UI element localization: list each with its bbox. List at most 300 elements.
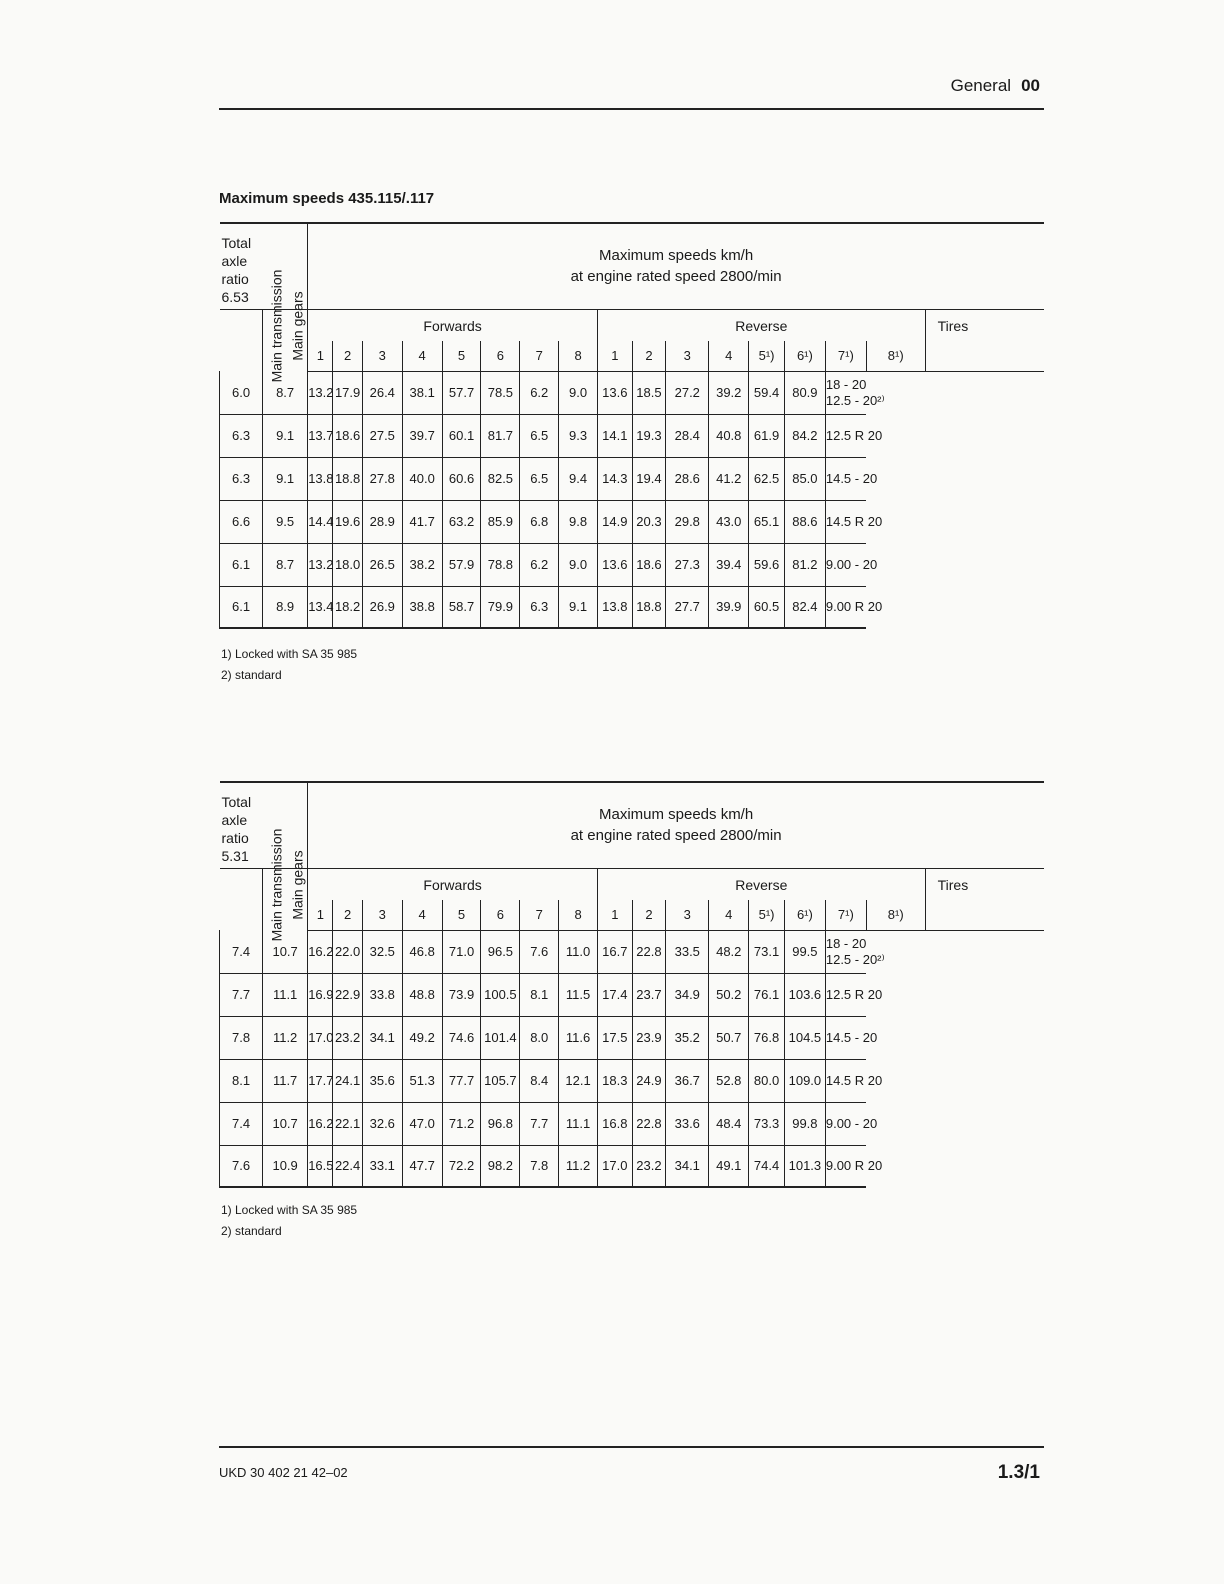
forward-speed-cell: 6.1: [220, 543, 263, 586]
forward-gear-header: 3: [362, 341, 402, 371]
table-row: [220, 973, 1045, 1016]
forward-speed-cell: 16.5: [308, 1145, 333, 1187]
table-row: [220, 414, 1045, 457]
table-row: [220, 930, 1045, 973]
reverse-speed-cell: 9.3: [559, 414, 598, 457]
header-rule: [219, 108, 1044, 110]
forward-speed-cell: 39.7: [402, 414, 442, 457]
forward-speed-cell: 13.2: [308, 543, 333, 586]
reverse-gear-header: 5¹): [749, 900, 785, 930]
forward-speed-cell: 96.8: [481, 1102, 520, 1145]
forward-speed-cell: 26.5: [362, 543, 402, 586]
reverse-speed-cell: 14.1: [598, 414, 633, 457]
forward-speed-cell: 41.7: [402, 500, 442, 543]
reverse-speed-cell: 80.0: [749, 1059, 785, 1102]
tire-size: 12.5 R 20: [825, 427, 883, 443]
forward-gear-header: 1: [308, 341, 333, 371]
tire-cell: [825, 973, 883, 1016]
forward-gear-header: 6: [481, 341, 520, 371]
reverse-speed-cell: 6.3: [520, 586, 559, 628]
forward-speed-cell: 18.6: [333, 414, 362, 457]
main-gears-label-cell: [263, 290, 308, 371]
reverse-speed-cell: 48.2: [709, 930, 749, 973]
reverse-gear-header: 7¹): [825, 341, 866, 371]
reverse-speed-cell: 19.3: [632, 414, 666, 457]
forward-speed-cell: 78.8: [481, 543, 520, 586]
forward-speed-cell: 101.4: [481, 1016, 520, 1059]
forward-speed-cell: 81.7: [481, 414, 520, 457]
reverse-speed-cell: 6.5: [520, 414, 559, 457]
main-transmission-label: Main transmission: [267, 269, 284, 382]
forward-speed-cell: 13.4: [308, 586, 333, 628]
reverse-speed-cell: 13.6: [598, 371, 633, 414]
reverse-gear-header: 8¹): [866, 341, 925, 371]
forward-speed-cell: 22.9: [333, 973, 362, 1016]
forward-speed-cell: 26.9: [362, 586, 402, 628]
reverse-speed-cell: 9.1: [559, 586, 598, 628]
reverse-speed-cell: 48.4: [709, 1102, 749, 1145]
forward-speed-cell: 10.9: [263, 1145, 308, 1187]
forward-speed-cell: 6.1: [220, 586, 263, 628]
reverse-speed-cell: 39.4: [709, 543, 749, 586]
forward-speed-cell: 73.9: [442, 973, 481, 1016]
forward-speed-cell: 6.3: [220, 414, 263, 457]
forward-gear-header: 5: [442, 341, 481, 371]
total-axle-ratio-value: 5.31: [221, 848, 249, 864]
reverse-gear-header: 4: [709, 341, 749, 371]
forward-speed-cell: 79.9: [481, 586, 520, 628]
total-axle-ratio-value: 6.53: [221, 289, 249, 305]
forward-speed-cell: 6.0: [220, 371, 263, 414]
max-speeds-heading-line2: at engine rated speed 2800/min: [570, 268, 782, 286]
page-title: Maximum speeds 435.115/.117: [219, 190, 435, 207]
reverse-speed-cell: 20.3: [632, 500, 666, 543]
forward-speed-cell: 14.4: [308, 500, 333, 543]
reverse-speed-cell: 28.6: [666, 457, 709, 500]
forward-speed-cell: 46.8: [402, 930, 442, 973]
reverse-speed-cell: 85.0: [784, 457, 825, 500]
reverse-speed-cell: 88.6: [784, 500, 825, 543]
reverse-speed-cell: 52.8: [709, 1059, 749, 1102]
forward-speed-cell: 63.2: [442, 500, 481, 543]
max-speeds-heading-line1: Maximum speeds km/h: [598, 247, 754, 265]
table-row: [220, 457, 1045, 500]
tire-size: 9.00 R 20: [825, 1157, 883, 1173]
forward-speed-cell: 17.9: [333, 371, 362, 414]
tire-cell: [825, 1059, 883, 1102]
forward-speed-cell: 27.5: [362, 414, 402, 457]
reverse-speed-cell: 39.9: [709, 586, 749, 628]
forward-speed-cell: 16.2: [308, 930, 333, 973]
forwards-heading: Forwards: [308, 309, 598, 341]
forward-speed-cell: 18.2: [333, 586, 362, 628]
forward-speed-cell: 8.7: [263, 543, 308, 586]
forward-speed-cell: 71.0: [442, 930, 481, 973]
forward-speed-cell: 57.7: [442, 371, 481, 414]
forward-speed-cell: 40.0: [402, 457, 442, 500]
reverse-speed-cell: 27.2: [666, 371, 709, 414]
footnote: 2) standard: [221, 668, 282, 682]
reverse-speed-cell: 11.6: [559, 1016, 598, 1059]
reverse-speed-cell: 61.9: [749, 414, 785, 457]
reverse-speed-cell: 104.5: [784, 1016, 825, 1059]
reverse-heading: Reverse: [598, 309, 926, 341]
forward-speed-cell: 47.0: [402, 1102, 442, 1145]
reverse-speed-cell: 33.5: [666, 930, 709, 973]
section-title: General: [950, 76, 1012, 95]
table-row: [220, 500, 1045, 543]
tire-size: 14.5 R 20: [825, 1072, 883, 1088]
reverse-speed-cell: 6.8: [520, 500, 559, 543]
reverse-speed-cell: 18.5: [632, 371, 666, 414]
reverse-speed-cell: 11.5: [559, 973, 598, 1016]
forward-gear-header: 3: [362, 900, 402, 930]
reverse-speed-cell: 18.6: [632, 543, 666, 586]
forward-speed-cell: 6.3: [220, 457, 263, 500]
reverse-speed-cell: 6.5: [520, 457, 559, 500]
reverse-speed-cell: 59.6: [749, 543, 785, 586]
tire-size: 9.00 R 20: [825, 598, 883, 614]
forward-speed-cell: 82.5: [481, 457, 520, 500]
forward-gear-header: 1: [308, 900, 333, 930]
reverse-speed-cell: 39.2: [709, 371, 749, 414]
footnote: 1) Locked with SA 35 985: [221, 647, 358, 661]
tire-size: 12.5 R 20: [825, 986, 883, 1002]
forward-speed-cell: 7.6: [220, 1145, 263, 1187]
tire-cell: [825, 1145, 883, 1187]
forward-speed-cell: 28.9: [362, 500, 402, 543]
forward-speed-cell: 8.9: [263, 586, 308, 628]
forward-gear-header: 8: [559, 900, 598, 930]
reverse-speed-cell: 27.3: [666, 543, 709, 586]
total-axle-ratio-label: Total axle ratio: [221, 794, 252, 846]
forward-speed-cell: 33.8: [362, 973, 402, 1016]
forward-speed-cell: 8.7: [263, 371, 308, 414]
reverse-speed-cell: 65.1: [749, 500, 785, 543]
forward-speed-cell: 10.7: [263, 930, 308, 973]
forward-speed-cell: 57.9: [442, 543, 481, 586]
reverse-speed-cell: 103.6: [784, 973, 825, 1016]
reverse-speed-cell: 50.7: [709, 1016, 749, 1059]
reverse-speed-cell: 13.6: [598, 543, 633, 586]
reverse-speed-cell: 101.3: [784, 1145, 825, 1187]
forward-gear-header: 8: [559, 341, 598, 371]
reverse-speed-cell: 27.7: [666, 586, 709, 628]
reverse-speed-cell: 17.0: [598, 1145, 633, 1187]
forward-speed-cell: 49.2: [402, 1016, 442, 1059]
forward-speed-cell: 13.7: [308, 414, 333, 457]
forward-speed-cell: 26.4: [362, 371, 402, 414]
forward-gear-header: 6: [481, 900, 520, 930]
forward-speed-cell: 60.1: [442, 414, 481, 457]
table-row: [220, 1016, 1045, 1059]
forward-speed-cell: 48.8: [402, 973, 442, 1016]
reverse-speed-cell: 41.2: [709, 457, 749, 500]
tire-cell: [825, 371, 885, 414]
main-gears-label-cell: [263, 849, 308, 930]
forward-gear-header: 7: [520, 900, 559, 930]
reverse-gear-header: 1: [598, 341, 633, 371]
tire-size: 18 - 20: [825, 935, 867, 951]
table-row: [220, 1102, 1045, 1145]
forward-speed-cell: 7.4: [220, 930, 263, 973]
forward-speed-cell: 18.0: [333, 543, 362, 586]
max-speeds-heading-line1: Maximum speeds km/h: [598, 806, 754, 824]
reverse-speed-cell: 80.9: [784, 371, 825, 414]
forward-speed-cell: 72.2: [442, 1145, 481, 1187]
forward-speed-cell: 16.2: [308, 1102, 333, 1145]
footnotes-2: [221, 1200, 357, 1242]
forward-speed-cell: 100.5: [481, 973, 520, 1016]
forward-speed-cell: 47.7: [402, 1145, 442, 1187]
reverse-speed-cell: 14.3: [598, 457, 633, 500]
table-row: [220, 1145, 1045, 1187]
reverse-speed-cell: 17.5: [598, 1016, 633, 1059]
reverse-speed-cell: 62.5: [749, 457, 785, 500]
reverse-speed-cell: 74.4: [749, 1145, 785, 1187]
footnote: 1) Locked with SA 35 985: [221, 1203, 358, 1217]
forward-speed-cell: 32.6: [362, 1102, 402, 1145]
max-speeds-heading: [308, 223, 1044, 309]
total-axle-ratio-label: Total axle ratio: [221, 235, 252, 287]
reverse-speed-cell: 82.4: [784, 586, 825, 628]
forward-speed-cell: 16.9: [308, 973, 333, 1016]
forward-speed-cell: 22.4: [333, 1145, 362, 1187]
tire-cell: [825, 930, 885, 973]
reverse-speed-cell: 35.2: [666, 1016, 709, 1059]
reverse-speed-cell: 18.8: [632, 586, 666, 628]
forward-speed-cell: 85.9: [481, 500, 520, 543]
reverse-speed-cell: 23.2: [632, 1145, 666, 1187]
tire-cell: [825, 414, 883, 457]
forward-speed-cell: 9.1: [263, 414, 308, 457]
reverse-speed-cell: 7.8: [520, 1145, 559, 1187]
reverse-speed-cell: 16.7: [598, 930, 633, 973]
reverse-gear-header: 3: [666, 900, 709, 930]
reverse-speed-cell: 16.8: [598, 1102, 633, 1145]
reverse-speed-cell: 49.1: [709, 1145, 749, 1187]
speed-table-2: [219, 781, 1044, 1188]
reverse-speed-cell: 6.2: [520, 543, 559, 586]
speed-table-1: [219, 222, 1044, 629]
forward-speed-cell: 34.1: [362, 1016, 402, 1059]
forward-speed-cell: 27.8: [362, 457, 402, 500]
reverse-speed-cell: 43.0: [709, 500, 749, 543]
forward-speed-cell: 74.6: [442, 1016, 481, 1059]
reverse-speed-cell: 34.1: [666, 1145, 709, 1187]
reverse-speed-cell: 24.9: [632, 1059, 666, 1102]
section-header: [905, 76, 1040, 96]
reverse-speed-cell: 9.0: [559, 543, 598, 586]
footnote: 2) standard: [221, 1224, 282, 1238]
reverse-speed-cell: 9.4: [559, 457, 598, 500]
footer-rule: [219, 1446, 1044, 1448]
forward-speed-cell: 33.1: [362, 1145, 402, 1187]
forward-speed-cell: 51.3: [402, 1059, 442, 1102]
reverse-gear-header: 3: [666, 341, 709, 371]
forward-speed-cell: 9.1: [263, 457, 308, 500]
reverse-speed-cell: 9.0: [559, 371, 598, 414]
reverse-speed-cell: 76.8: [749, 1016, 785, 1059]
reverse-gear-header: 2: [632, 900, 666, 930]
tire-size-secondary: 12.5 - 20²⁾: [825, 392, 885, 408]
tire-cell: [825, 1016, 878, 1059]
forward-speed-cell: 11.7: [263, 1059, 308, 1102]
forward-speed-cell: 9.5: [263, 500, 308, 543]
forward-gear-header: 5: [442, 900, 481, 930]
tire-size: 18 - 20: [825, 376, 867, 392]
forward-speed-cell: 105.7: [481, 1059, 520, 1102]
table-row: [220, 1059, 1045, 1102]
tire-size: 14.5 R 20: [825, 513, 883, 529]
forward-gear-header: 2: [333, 341, 362, 371]
forward-speed-cell: 32.5: [362, 930, 402, 973]
forward-speed-cell: 11.2: [263, 1016, 308, 1059]
forward-speed-cell: 38.2: [402, 543, 442, 586]
main-transmission-label: Main transmission: [267, 828, 284, 941]
forward-speed-cell: 17.0: [308, 1016, 333, 1059]
tires-heading: Tires: [925, 309, 1044, 371]
tire-cell: [825, 457, 878, 500]
main-gears-label: Main gears: [289, 849, 306, 920]
reverse-speed-cell: 28.4: [666, 414, 709, 457]
reverse-speed-cell: 22.8: [632, 930, 666, 973]
reverse-gear-header: 2: [632, 341, 666, 371]
reverse-speed-cell: 34.9: [666, 973, 709, 1016]
reverse-speed-cell: 73.1: [749, 930, 785, 973]
table-row: [220, 586, 1045, 628]
reverse-speed-cell: 13.8: [598, 586, 633, 628]
forward-speed-cell: 60.6: [442, 457, 481, 500]
forward-speed-cell: 71.2: [442, 1102, 481, 1145]
tires-heading: Tires: [925, 868, 1044, 930]
reverse-speed-cell: 50.2: [709, 973, 749, 1016]
reverse-speed-cell: 81.2: [784, 543, 825, 586]
table-row: [220, 371, 1045, 414]
reverse-speed-cell: 99.8: [784, 1102, 825, 1145]
reverse-gear-header: 4: [709, 900, 749, 930]
reverse-speed-cell: 23.9: [632, 1016, 666, 1059]
forward-speed-cell: 23.2: [333, 1016, 362, 1059]
reverse-speed-cell: 109.0: [784, 1059, 825, 1102]
reverse-speed-cell: 7.7: [520, 1102, 559, 1145]
tire-cell: [825, 543, 878, 586]
forward-speed-cell: 22.0: [333, 930, 362, 973]
tire-size-secondary: 12.5 - 20²⁾: [825, 951, 885, 967]
tire-size: 14.5 - 20: [825, 1029, 878, 1045]
forward-speed-cell: 58.7: [442, 586, 481, 628]
reverse-speed-cell: 19.4: [632, 457, 666, 500]
tire-size: 14.5 - 20: [825, 470, 878, 486]
reverse-speed-cell: 12.1: [559, 1059, 598, 1102]
reverse-speed-cell: 11.2: [559, 1145, 598, 1187]
forward-gear-header: 4: [402, 341, 442, 371]
forward-speed-cell: 96.5: [481, 930, 520, 973]
reverse-speed-cell: 33.6: [666, 1102, 709, 1145]
reverse-gear-header: 5¹): [749, 341, 785, 371]
forward-speed-cell: 7.8: [220, 1016, 263, 1059]
reverse-speed-cell: 76.1: [749, 973, 785, 1016]
forward-speed-cell: 11.1: [263, 973, 308, 1016]
reverse-speed-cell: 84.2: [784, 414, 825, 457]
tire-cell: [825, 1102, 878, 1145]
reverse-speed-cell: 73.3: [749, 1102, 785, 1145]
forward-speed-cell: 38.8: [402, 586, 442, 628]
reverse-speed-cell: 9.8: [559, 500, 598, 543]
reverse-speed-cell: 60.5: [749, 586, 785, 628]
reverse-speed-cell: 22.8: [632, 1102, 666, 1145]
forward-speed-cell: 10.7: [263, 1102, 308, 1145]
reverse-speed-cell: 29.8: [666, 500, 709, 543]
reverse-gear-header: 8¹): [866, 900, 925, 930]
reverse-speed-cell: 23.7: [632, 973, 666, 1016]
forward-speed-cell: 7.7: [220, 973, 263, 1016]
forward-speed-cell: 77.7: [442, 1059, 481, 1102]
reverse-speed-cell: 40.8: [709, 414, 749, 457]
tire-size: 9.00 - 20: [825, 556, 878, 572]
footnotes-1: [221, 644, 357, 686]
forward-gear-header: 2: [333, 900, 362, 930]
document-id: UKD 30 402 21 42–02: [219, 1465, 348, 1480]
reverse-speed-cell: 8.4: [520, 1059, 559, 1102]
reverse-speed-cell: 11.1: [559, 1102, 598, 1145]
max-speeds-heading: [308, 782, 1044, 868]
reverse-speed-cell: 17.4: [598, 973, 633, 1016]
forward-speed-cell: 7.4: [220, 1102, 263, 1145]
reverse-heading: Reverse: [598, 868, 926, 900]
reverse-speed-cell: 8.0: [520, 1016, 559, 1059]
main-gears-label: Main gears: [289, 290, 306, 361]
reverse-gear-header: 6¹): [784, 900, 825, 930]
forward-speed-cell: 8.1: [220, 1059, 263, 1102]
forward-speed-cell: 24.1: [333, 1059, 362, 1102]
reverse-speed-cell: 6.2: [520, 371, 559, 414]
forward-speed-cell: 13.8: [308, 457, 333, 500]
tire-cell: [825, 500, 883, 543]
reverse-speed-cell: 59.4: [749, 371, 785, 414]
reverse-speed-cell: 7.6: [520, 930, 559, 973]
reverse-gear-header: 7¹): [825, 900, 866, 930]
forward-speed-cell: 13.2: [308, 371, 333, 414]
forward-gear-header: 4: [402, 900, 442, 930]
max-speeds-heading-line2: at engine rated speed 2800/min: [570, 827, 782, 845]
reverse-gear-header: 6¹): [784, 341, 825, 371]
forward-speed-cell: 78.5: [481, 371, 520, 414]
forward-speed-cell: 17.7: [308, 1059, 333, 1102]
reverse-speed-cell: 8.1: [520, 973, 559, 1016]
table-row: [220, 543, 1045, 586]
section-number: 00: [1021, 76, 1040, 95]
forward-speed-cell: 22.1: [333, 1102, 362, 1145]
forward-gear-header: 7: [520, 341, 559, 371]
forward-speed-cell: 18.8: [333, 457, 362, 500]
reverse-speed-cell: 99.5: [784, 930, 825, 973]
reverse-speed-cell: 14.9: [598, 500, 633, 543]
forwards-heading: Forwards: [308, 868, 598, 900]
reverse-speed-cell: 18.3: [598, 1059, 633, 1102]
tire-cell: [825, 586, 883, 628]
reverse-gear-header: 1: [598, 900, 633, 930]
reverse-speed-cell: 11.0: [559, 930, 598, 973]
forward-speed-cell: 19.6: [333, 500, 362, 543]
tire-size: 9.00 - 20: [825, 1115, 878, 1131]
forward-speed-cell: 35.6: [362, 1059, 402, 1102]
forward-speed-cell: 38.1: [402, 371, 442, 414]
page-number: 1.3/1: [997, 1462, 1040, 1483]
reverse-speed-cell: 36.7: [666, 1059, 709, 1102]
forward-speed-cell: 6.6: [220, 500, 263, 543]
forward-speed-cell: 98.2: [481, 1145, 520, 1187]
